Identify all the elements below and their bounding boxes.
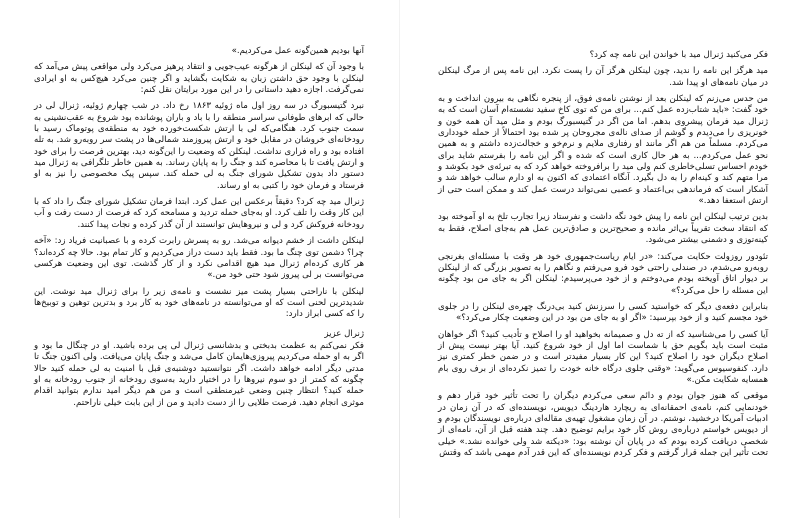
right-page xyxy=(400,0,800,518)
left-paragraph: نبرد گتیسبورگ در سه روز اول ماه ژوئیه ۱۸۶۳ رخ داد. در شب چهارم ژوئیه، ژنرال لی در حالی که ابرهای طوفانی سراسر منطقه را با باد و باران پوشانده بود شروع به عقب‌نشینی به سمت جنوب کرد. هنگامی‌که لی با ارتش شکست‌خورده خود به منطقه‌ی پوتوماک رسید با رودخانه‌ای خروشان در مقابل خود و ارتش پیروزمند شمالی‌ها در پشت سر روبه‌رو شد. به تله افتاده بود و راه فراری نداشت. لینکلن که وضعیت را این‌گونه دید، بهترین فرصت را برای خود و ارتش یافت تا با محاصره کند و جنگ را به پایان رساند. به همین خاطر تلگرافی به ژنرال مید دستور داد بدون تشکیل شورای جنگ به لی حمله کند. سپس پیک مخصوصی را نیز به او فرستاد و فرمان خود را کتبی به او رساند. xyxy=(34,101,365,191)
right-paragraph: فکر می‌کنید ژنرال مید با خواندن این نامه چه کرد؟ xyxy=(589,50,768,60)
left-paragraph: آنها بودیم همین‌گونه عمل می‌کردیم.» xyxy=(231,46,364,56)
right-paragraph: مید هرگز این نامه را ندید، چون لینکلن هرگز آن را پست نکرد. این نامه پس از مرگ لینکلن در میان نامه‌های او پیدا شد. xyxy=(438,66,768,88)
right-paragraph: تئودور روزولت حکایت می‌کند: «در ایام ریاست‌جمهوری خود هر وقت با مسئله‌ای بغرنجی روبه‌رو می‌شدم، در صندلی راحتی خود فرو می‌رفتم و نگاهم را به تصویر بزرگی که از لینکلن بر دیوار اتاق آویخته بودم می‌دوختم و از خود می‌پرسیدم: لینکلن اگر به جای من بود چگونه این مسئله را حل می‌کرد؟» xyxy=(438,251,768,296)
left-paragraph: لینکلن با ناراحتی بسیار پشت میز نشست و نامه‌ی زیر را برای ژنرال مید نوشت. این شدیدترین لحنی است که او می‌توانسته در نامه‌های خود به کار برد و بدترین توهین و توبیخ‌ها را که کسی ابراز دارد: xyxy=(34,286,364,320)
right-paragraph: بنابراین دفعه‌ی دیگر که خواستید کسی را سرزنش کنید بی‌درنگ چهره‌ی لینکلن را در جلوی خود مجسم کنید و از خود بپرسید: «اگر او به جای من بود در این وضعیت چکار می‌کرد؟» xyxy=(438,301,768,324)
right-paragraph: موقعی که هنوز جوان بودم و دائم سعی می‌کردم دیگران را تحت تأثیر خود قرار دهم و خودنمایی کنم، نامه‌ی احمقانه‌ای به ریچارد هاردینگ دیویس، نویسنده‌ای که در آن زمان در ادبیات آمریکا درخشید، نوشتم. در آن زمان مشغول تهیه‌ی مقاله‌ای درباره‌ی نویسندگان بودم و از دیویس خواستم درباره‌ی روش کار خود برایم توضیح دهد. چند هفته قبل از آن، نامه‌ای از شخصی دریافت کرده بودم که در پایان آن نوشته بود: «دیکته شد ولی خوانده نشد.» خیلی تحت تأثیر این جمله قرار گرفتم و فکر کردم نویسنده‌ای که این قدر آدم مهمی باشد که وقتش xyxy=(438,391,768,458)
right-paragraph: من حدس می‌زنم که لینکلن بعد از نوشتن نامه‌ی فوق، از پنجره نگاهی به بیرون انداخت و به خود گفت: «باید شتاب‌زده عمل کنم... برای من که توی کاخ سفید نشسته‌ام آسان است که به ژنرال مید فرمان پیشروی بدهم. اما من اگر در گتیسبورگ بودم و مثل مید آن همه خون و خونریزی را می‌دیدم و گوشم از صدای ناله‌ی مجروحان پر شده بود احتمالاً از حمله خودداری می‌کردم. مسلماً من هم اگر مانند او رفتاری ملایم و نرم‌خو و خجالت‌زده داشتم و به همین نحو عمل می‌کردم... به هر حال کاری است که شده و اگر این نامه را بفرستم شاید برای خودم احساس تسلی‌خاطری کنم ولی مید را برافروخته خواهد کرد که به تبرئه‌ی خود بکوشد و مرا متهم کند و کینه‌ام را به دل بگیرد. آنگاه اعتمادی که اکنون به او دارم سالب خواهد شد و آشکار است که فرماندهی بی‌اعتماد و عصبی نمی‌تواند درست عمل کند و ممکن است حتی از ارتش استعفا دهد.» xyxy=(438,94,768,207)
right-paragraph: بدین ترتیب لینکلن این نامه را پیش خود نگه داشت و نفرستاد زیرا تجارب تلخ به او آموخته بود که انتقاد سخت تقریباً بی‌اثر مانده و صحیح‌ترین و صادق‌ترین عمل هم به‌جای اصلاح، فقط به کینه‌توزی و دشمنی بیشتر می‌شود. xyxy=(438,212,768,246)
left-paragraph: لینکلن داشت از خشم دیوانه می‌شد. رو به پسرش رابرت کرده و با عصبانیت فریاد زد: «آخه چرا؟ دشمن توی چنگ ما بود. فقط باید دست دراز می‌کردیم و کار تمام بود. حالا چه کرده‌اند؟ هر کاری کرده‌ام ژنرال مید هیچ اقدامی نکرد و از کار گذشت. توی این وضعیت هرکسی می‌توانست بر لی پیروز شود حتی خود من.» xyxy=(34,236,364,281)
left-paragraph: ژنرال مید چه کرد؟ دقیقاً برعکس این عمل کرد. ابتدا فرمان تشکیل شورای جنگ را داد که با این کار وقت را تلف کرد. او به‌جای حمله تردید و مسامحه کرد که فرصت از دست رفت و آب رودخانه فروکش کرد و لی و نیروهایش توانستند از آن گذر کرده و نجات پیدا کنند. xyxy=(34,197,364,230)
left-paragraph: با وجود آن که لینکلن از هرگونه عیب‌جویی و انتقاد پرهیز می‌کرد ولی مواقعی پیش می‌آمد که لینکلن با وجود حق داشتن زبان به شکایت بگشاید و اگر چنین می‌کرد هیچ‌کس به او ایرادی نمی‌گرفت. اجازه دهید داستانی را در این مورد برایتان نقل کنم: xyxy=(34,62,364,96)
right-page-text xyxy=(438,50,768,459)
left-page-text xyxy=(34,46,364,409)
right-paragraph: آیا کسی را می‌شناسید که از ته دل و صمیمانه بخواهید او را اصلاح و تأدیب کنید؟ اگر خواهان مثبت است باید بگویم حق با شماست اما اول از خود شروع کنید. آیا بهتر نیست پیش از اصلاح دیگران خود را اصلاح کنید؟ این کار بسیار مفیدتر است و در ضمن خطر کمتری نیز دارد. کنفوسیوس می‌گوید: «وقتی جلوی درگاه خانه خودت را تمیز نکرده‌ای از برف روی بام همسایه شکایت مکن.» xyxy=(438,329,768,385)
letter-salutation: ژنرال عزیز xyxy=(324,328,364,339)
letter-body: فکر نمی‌کنم به عظمت بدبختی و بدشانسی ژنرال لی پی برده باشید. او در چنگال ما بود و اگر به او حمله می‌کردیم پیروزی‌هایمان کامل می‌شد و جنگ پایان می‌یافت. ولی اکنون جنگ تا مدتی دیگر ادامه خواهد داشت. اگر نتوانستید دوشنبه‌ی قبل با امنیت به لی حمله کنید حالا چگونه که کمتر از دو سوم نیروها را در اختیار دارید به‌سوی رودخانه از جنوب رودخانه به او حمله کنید؟ انتظار چنین وضعی غیرمنطقی است و من هم دیگر امید ندارم بتوانید اقدام موثری انجام دهید. فرصت طلایی را از دست دادید و من از این بابت خیلی ناراحتم. xyxy=(34,340,364,408)
